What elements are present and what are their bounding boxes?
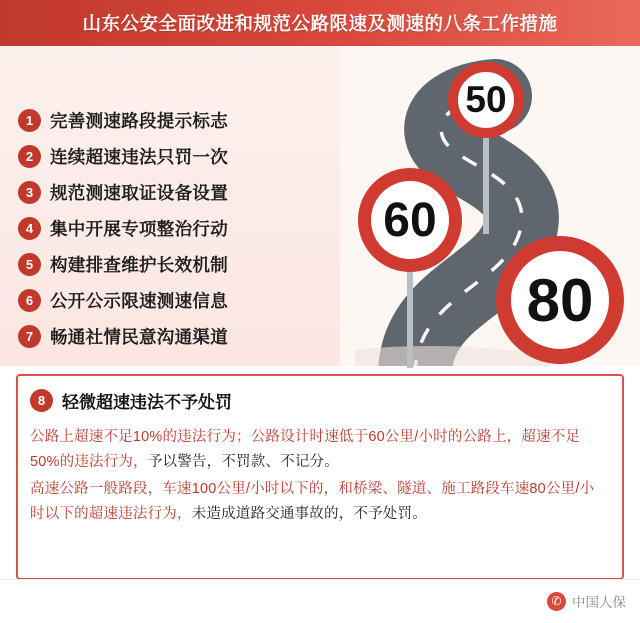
item8-p1-dark: 予以警告，不罚款、不记分。 bbox=[147, 454, 339, 470]
header-banner bbox=[0, 0, 640, 46]
measures-list bbox=[18, 102, 348, 354]
list-item bbox=[18, 246, 348, 282]
item-number-badge: 8 bbox=[30, 389, 53, 412]
speed-limit-80-sign: 80 bbox=[496, 236, 624, 364]
item-label: 公开公示限速测速信息 bbox=[50, 290, 228, 311]
list-item bbox=[18, 282, 348, 318]
item8-paragraph-1 bbox=[30, 425, 608, 475]
item8-p2-red: 高速公路一般路段，车速100公里/小时以下的，和桥梁、隧道、施工路段车速80公里/小时以下的超速违法行为， bbox=[30, 481, 595, 522]
list-item bbox=[18, 102, 348, 138]
illustration-area bbox=[0, 46, 640, 366]
item8-header bbox=[30, 388, 608, 413]
item8-p2-dark: 未造成道路交通事故的，不予处罚。 bbox=[191, 506, 427, 522]
speed-limit-50-sign: 50 bbox=[448, 62, 524, 138]
item-label: 畅通社情民意沟通渠道 bbox=[50, 326, 228, 347]
page-title: 山东公安全面改进和规范公路限速及测速的八条工作措施 bbox=[82, 13, 558, 34]
item-number-badge: 5 bbox=[18, 253, 41, 276]
item-label: 完善测速路段提示标志 bbox=[50, 110, 228, 131]
footer-bar bbox=[0, 580, 640, 623]
wechat-icon: ✆ bbox=[547, 592, 566, 611]
sign-pole-60 bbox=[407, 268, 413, 368]
item-number-badge: 6 bbox=[18, 289, 41, 312]
item-label: 连续超速违法只罚一次 bbox=[50, 146, 228, 167]
item8-title: 轻微超速违法不予处罚 bbox=[62, 393, 232, 412]
item8-box bbox=[16, 374, 624, 580]
sign-pole-50 bbox=[483, 134, 489, 234]
list-item bbox=[18, 174, 348, 210]
item-label: 规范测速取证设备设置 bbox=[50, 182, 228, 203]
list-item bbox=[18, 138, 348, 174]
item-label: 集中开展专项整治行动 bbox=[50, 218, 228, 239]
speed-limit-60-sign: 60 bbox=[358, 168, 462, 272]
item-number-badge: 4 bbox=[18, 217, 41, 240]
item-number-badge: 7 bbox=[18, 325, 41, 348]
item-number-badge: 1 bbox=[18, 109, 41, 132]
brand-name: 中国人保 bbox=[572, 595, 626, 610]
item-label: 构建排查维护长效机制 bbox=[50, 254, 228, 275]
item-number-badge: 2 bbox=[18, 145, 41, 168]
brand-credit bbox=[547, 591, 626, 611]
list-item bbox=[18, 318, 348, 354]
list-item bbox=[18, 210, 348, 246]
item8-p1-red: 公路上超速不足10%的违法行为；公路设计时速低于60公里/小时的公路上，超速不足50%的违法行为， bbox=[30, 429, 581, 470]
item-number-badge: 3 bbox=[18, 181, 41, 204]
item8-paragraph-2 bbox=[30, 477, 608, 527]
